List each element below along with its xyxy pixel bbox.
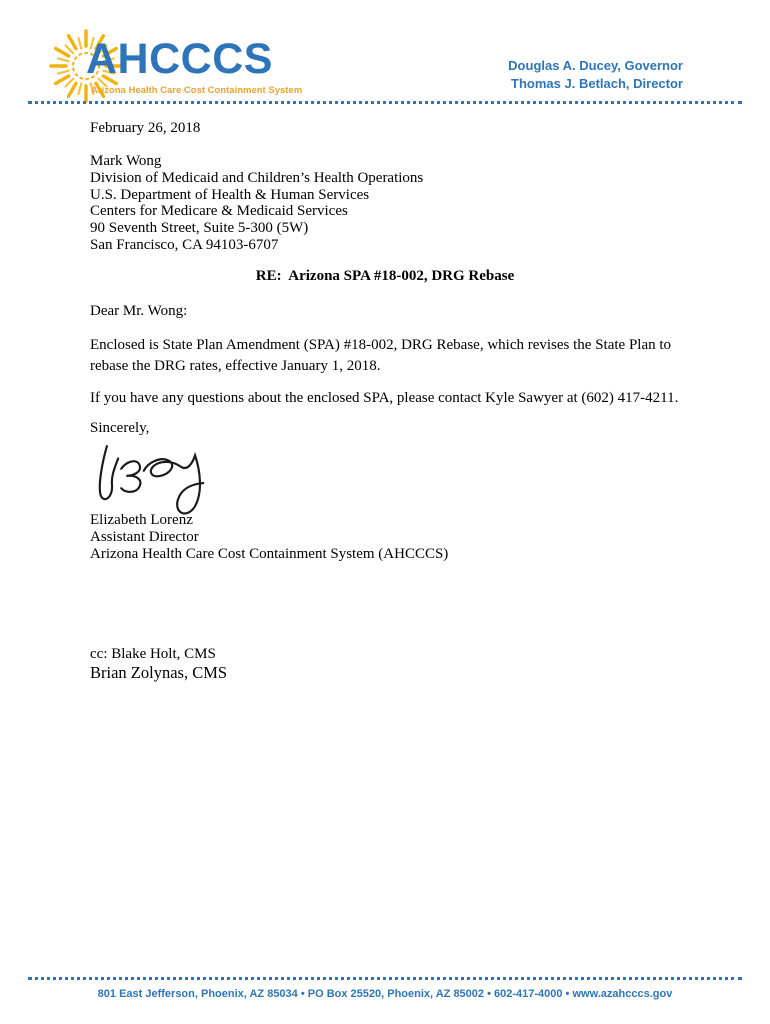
subject-line: RE: Arizona SPA #18-002, DRG Rebase (255, 268, 515, 284)
footer-dotted-rule (28, 977, 742, 980)
signer-title: Assistant Director (90, 529, 199, 545)
signer-block (90, 512, 448, 563)
recipient-line: Division of Medicaid and Children’s Health Operations (90, 169, 424, 186)
signer-org: Arizona Health Care Cost Containment System (AHCCCS) (90, 546, 449, 562)
footer-address: 801 East Jefferson, Phoenix, AZ 85034 • PO Box 25520, Phoenix, AZ 85002 • 602-417-4000 • www.azahcccs.gov (97, 988, 673, 1000)
header-dotted-rule (28, 101, 742, 104)
cc-line: Brian Zolynas, CMS (90, 663, 228, 682)
recipient-line: Centers for Medicare & Medicaid Services (90, 203, 348, 220)
letter-date: February 26, 2018 (90, 120, 201, 136)
governor-name: Douglas A. Ducey, Governor (508, 58, 683, 73)
recipient-address (90, 153, 423, 254)
recipient-line: San Francisco, CA 94103-6707 (90, 236, 279, 253)
logo-tagline: Arizona Health Care Cost Containment System (91, 85, 303, 96)
salutation: Dear Mr. Wong: (90, 303, 188, 319)
signature-image (86, 440, 218, 520)
cc-line: cc: Blake Holt, CMS (90, 646, 216, 662)
recipient-line: Mark Wong (90, 153, 162, 169)
signer-name: Elizabeth Lorenz (90, 512, 193, 528)
cc-block (90, 646, 227, 682)
body-paragraph: If you have any questions about the enclosed SPA, please contact Kyle Sawyer at (602) 417-4211. (90, 390, 679, 406)
director-name: Thomas J. Betlach, Director (511, 76, 683, 91)
logo-text: AHCCCS (86, 35, 273, 83)
closing: Sincerely, (90, 420, 150, 436)
recipient-line: U.S. Department of Health & Human Services (90, 186, 370, 203)
body-paragraph: Enclosed is State Plan Amendment (SPA) #18-002, DRG Rebase, which revises the State Plan to rebase the DRG rates, effective January 1, 2018. (90, 337, 672, 374)
recipient-line: 90 Seventh Street, Suite 5-300 (5W) (90, 220, 309, 237)
officials-block (508, 57, 683, 93)
